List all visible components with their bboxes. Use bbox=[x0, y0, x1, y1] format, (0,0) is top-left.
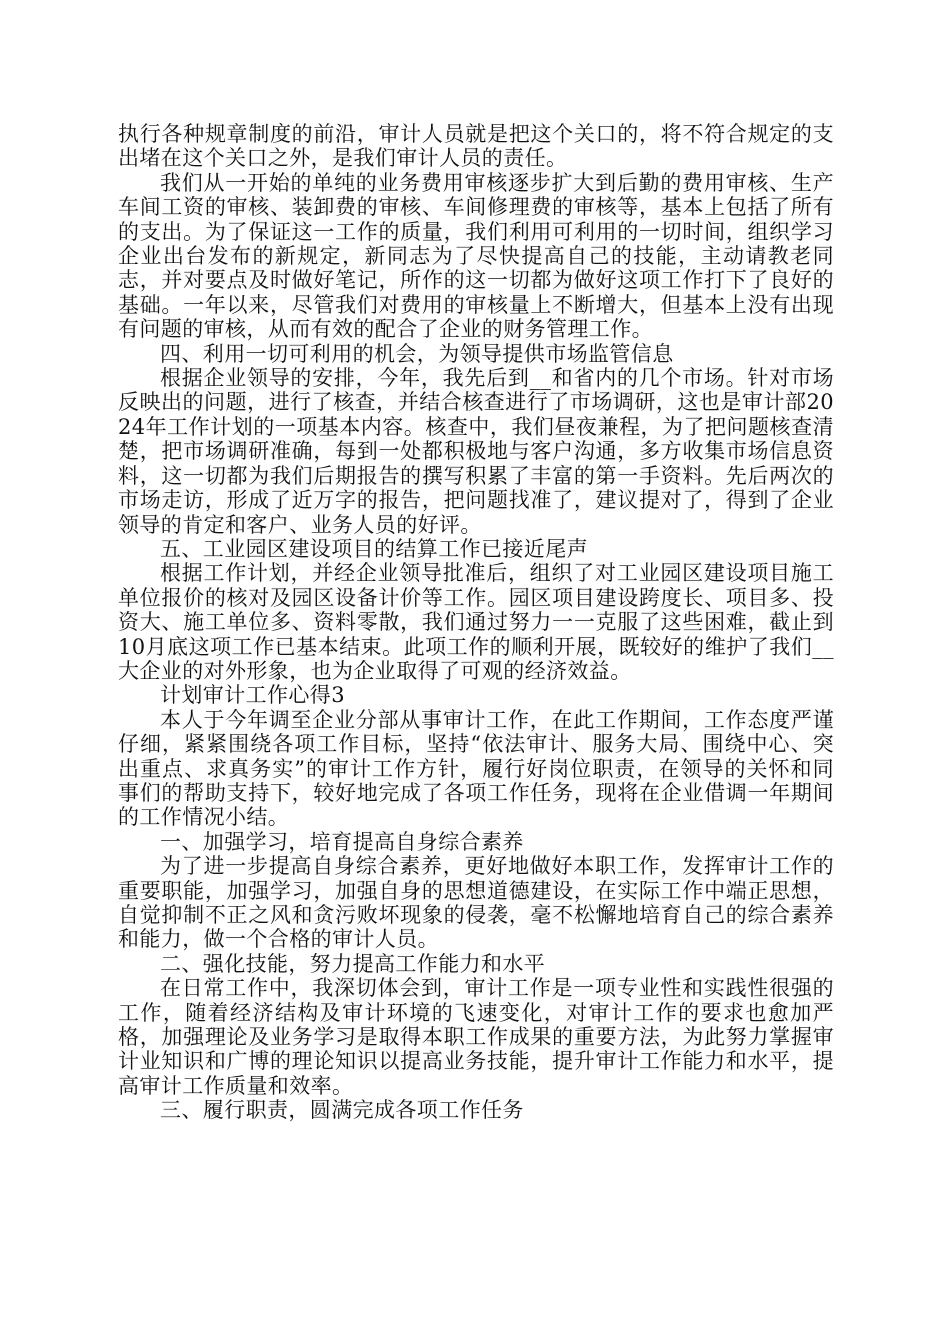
paragraph: 为了进一步提高自身综合素养，更好地做好本职工作，发挥审计工作的重要职能，加强学习，加强自身的思想道德建设，在实际工作中端正思想，自觉抑制不正之风和贪污败坏现象的侵袭，毫不松懈地培育自己的综合素养和能力，做一个合格的审计人员。 bbox=[118, 854, 834, 952]
section-heading: 二、强化技能，努力提高工作能力和水平 bbox=[160, 951, 546, 976]
section-heading: 五、工业园区建设项目的结算工作已接近尾声 bbox=[160, 536, 588, 561]
section-heading: 一、加强学习，培育提高自身综合素养 bbox=[160, 829, 524, 854]
paragraph: 本人于今年调至企业分部从事审计工作，在此工作期间，工作态度严谨仔细，紧紧围绕各项工作目标，坚持“依法审计、服务大局、围绕中心、突出重点、求真务实”的审计工作方针，履行好岗位职责，在领导的关怀和同事们的帮助支持下，较好地完成了各项工作任务，现将在企业借调一年期间的工作情况小结。 bbox=[118, 707, 834, 830]
paragraph: 在日常工作中，我深切体会到，审计工作是一项专业性和实践性很强的工作，随着经济结构及审计环境的飞速变化，对审计工作的要求也愈加严格，加强理论及业务学习是取得本职工作成果的重要方法，为此努力掌握审计业知识和广博的理论知识以提高业务技能，提升审计工作能力和水平，提高审计工作质量和效率。 bbox=[118, 976, 834, 1098]
paragraph: 根据企业领导的安排，今年，我先后到__和省内的几个市场。针对市场反映出的问题，进行了核查，并结合核查进行了市场调研，这也是审计部2024年工作计划的一项基本内容。核查中，我们昼夜兼程，为了把问题核查清楚，把市场调研准确，每到一处都积极地与客户沟通，多方收集市场信息资料，这一切都为我们后期报告的撰写积累了丰富的第一手资料。先后两次的市场走访，形成了近万字的报告，把问题找准了，建议提对了，得到了企业领导的肯定和客户、业务人员的好评。 bbox=[118, 366, 834, 537]
paragraph: 我们从一开始的单纯的业务费用审核逐步扩大到后勤的费用审核、生产车间工资的审核、装卸费的审核、车间修理费的审核等，基本上包括了所有的支出。为了保证这一工作的质量，我们利用可利用的一切时间，组织学习企业出台发布的新规定，新同志为了尽快提高自己的技能，主动请教老同志，并对要点及时做好笔记，所作的这一切都为做好这项工作打下了良好的基础。一年以来，尽管我们对费用的审核量上不断增大，但基本上没有出现有问题的审核，从而有效的配合了企业的财务管理工作。 bbox=[118, 170, 834, 342]
document-page bbox=[118, 122, 834, 1123]
section-heading: 三、履行职责，圆满完成各项工作任务 bbox=[160, 1098, 524, 1123]
article-title: 计划审计工作心得3 bbox=[160, 683, 345, 708]
paragraph: 执行各种规章制度的前沿，审计人员就是把这个关口的，将不符合规定的支出堵在这个关口之外，是我们审计人员的责任。 bbox=[118, 122, 834, 171]
section-heading: 四、利用一切可利用的机会，为领导提供市场监管信息 bbox=[160, 341, 674, 366]
paragraph: 根据工作计划，并经企业领导批准后，组织了对工业园区建设项目施工单位报价的核对及园区设备计价等工作。园区项目建设跨度长、项目多、投资大、施工单位多、资料零散，我们通过努力一一克服了这些困难，截止到10月底这项工作已基本结束。此项工作的顺利开展，既较好的维护了我们__大企业的对外形象，也为企业取得了可观的经济效益。 bbox=[118, 561, 834, 683]
